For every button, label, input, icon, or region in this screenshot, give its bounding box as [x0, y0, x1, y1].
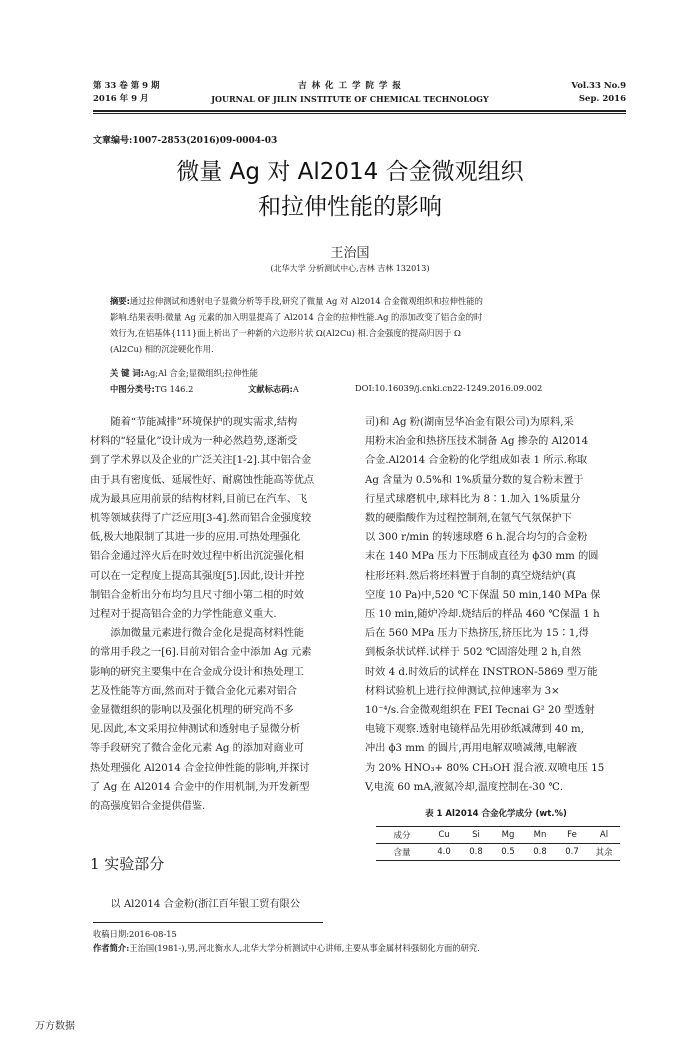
- author: 王治国: [330, 246, 370, 261]
- left-line: 了 Ag 在 Al2014 合金中的作用机制,为开发新型: [90, 781, 310, 793]
- left-line: 的高强度铝合金提供借鉴.: [90, 801, 206, 813]
- table-cell: 4.0: [428, 844, 460, 861]
- table-cell: 其余: [588, 844, 620, 861]
- table-header-cell: Cu: [428, 827, 460, 844]
- right-line: 10⁻⁴/s.合金微观组织在 FEI Tecnai G² 20 型透射: [365, 705, 595, 717]
- footnote-bio-label: 作者简介:: [93, 943, 130, 953]
- header-volume: 第 33 卷 第 9 期: [93, 81, 160, 91]
- left-line: 等手段研究了微合金化元素 Ag 的添加对商业可: [90, 743, 304, 755]
- article-number: 文章编号:1007-2853(2016)09-0004-03: [93, 136, 278, 146]
- footnote-received: 收稿日期:2016-08-15: [93, 929, 177, 939]
- right-line: Ag 含量为 0.5%和 1%质量分数的复合粉末置于: [365, 474, 584, 486]
- right-line: 到板条状试样.试样于 502 ℃固溶处理 2 h,自然: [365, 647, 582, 659]
- left-line: 材料的“轻量化”设计成为一种必然趋势,逐渐受: [90, 436, 298, 448]
- right-line: 空度 10 Pa)中,520 ℃下保温 50 min,140 MPa 保: [365, 589, 601, 601]
- keywords-text: Ag;Al 合金;显微组织;拉伸性能: [144, 368, 258, 378]
- header-rule-thin: [93, 113, 626, 114]
- affiliation: (北华大学 分析测试中心,吉林 吉林 132013): [270, 264, 430, 273]
- right-line: 柱形坯料.然后将坯料置于自制的真空烧结炉(真: [365, 570, 576, 582]
- header-vol-en: Vol.33 No.9: [571, 81, 626, 91]
- left-line: 制铝合金析出分布均匀且尺寸细小第二相的时效: [90, 589, 304, 601]
- footnote-bio-text: 王治国(1981-),男,河北衡水人,北华大学分析测试中心讲师,主要从事金属材料强韧化方面的研究.: [129, 943, 480, 953]
- abstract-line-4: (Al2Cu) 相的沉淀硬化作用.: [110, 344, 214, 354]
- header-journal-cn: 吉 林 化 工 学 院 学 报: [298, 81, 402, 91]
- table-cell: 0.8: [460, 844, 492, 861]
- right-line: 后在 560 MPa 压力下热挤压,挤压比为 15∶1,得: [365, 628, 589, 640]
- header-date: 2016 年 9 月: [93, 94, 149, 104]
- doi[interactable]: DOI:10.16039/j.cnki.cn22-1249.2016.09.002: [355, 383, 543, 393]
- left-line: 添加微量元素进行微合金化是提高材料性能: [110, 628, 304, 640]
- clc-label: 中图分类号:: [110, 384, 155, 394]
- left-line: 金显微组织的影响以及强化机理的研究尚不多: [90, 705, 294, 717]
- table-header-cell: Mg: [492, 827, 524, 844]
- right-line: 材料试验机上进行拉伸测试,拉伸速率为 3×: [365, 685, 560, 697]
- left-line: 随着“节能减排”环境保护的现实需求,结构: [110, 417, 298, 428]
- left-line: 热处理强化 Al2014 合金拉伸性能的影响,并探讨: [90, 762, 310, 774]
- right-line: 行星式球磨机中,球料比为 8∶1.加入 1%质量分: [365, 493, 581, 505]
- table-cell: 0.5: [492, 844, 524, 861]
- left-line: 铝合金通过淬火后在时效过程中析出沉淀强化相: [90, 551, 304, 563]
- left-line: 由于具有密度低、延展性好、耐腐蚀性能高等优点: [90, 474, 315, 486]
- header-journal-en: JOURNAL OF JILIN INSTITUTE OF CHEMICAL TECHNOLOGY: [211, 94, 489, 104]
- left-line: 的常用手段之一[6].目前对铝合金中添加 Ag 元素: [90, 647, 312, 659]
- left-line: 机等领域获得了广泛应用[3-4].然而铝合金强度较: [90, 513, 312, 525]
- right-line: 合金.Al2014 合金粉的化学组成如表 1 所示.称取: [365, 455, 588, 467]
- table-header-cell: Mn: [524, 827, 556, 844]
- doc-code-text: A: [292, 384, 299, 394]
- left-line: 到了学术界以及企业的广泛关注[1-2].其中铝合金: [90, 455, 312, 467]
- clc-text: TG 146.2: [154, 384, 194, 394]
- right-line: 末在 140 MPa 压力下压制成直径为 ϕ30 mm 的圆: [365, 551, 599, 563]
- right-line: 数的硬脂酸作为过程控制剂,在氩气气氛保护下: [365, 513, 572, 525]
- keywords-label: 关 键 词:: [110, 368, 144, 378]
- abstract-line-3: 效行为,在铝基体{111}面上析出了一种新的六边形片状 Ω(Al2Cu) 相.合金强度的提高归因于 Ω: [110, 328, 461, 338]
- table-caption: 表 1 Al2014 合金化学成分 (wt.%): [425, 809, 567, 819]
- right-line: V,电流 60 mA,液氮冷却,温度控制在-30 ℃.: [365, 781, 564, 793]
- table-header-cell: Fe: [556, 827, 588, 844]
- left-line: 影响的研究主要集中在合金成分设计和热处理工: [90, 666, 304, 678]
- header-date-en: Sep. 2016: [578, 94, 626, 104]
- doc-code-label: 文献标志码:: [248, 384, 293, 394]
- footnote-rule: [93, 922, 323, 923]
- right-line: 时效 4 d.时效后的试样在 INSTRON-5869 型万能: [365, 666, 598, 678]
- left-line: 见.因此,本文采用拉伸测试和透射电子显微分析: [90, 724, 301, 736]
- footnote-bio: [93, 941, 638, 955]
- right-line: 以 300 r/min 的转速球磨 6 h.混合均匀的合金粉: [365, 532, 588, 544]
- left-column-continued: [90, 895, 342, 914]
- right-line: 冲出 ϕ3 mm 的圆片,再用电解双喷减薄,电解液: [365, 743, 577, 755]
- left-line: 成为最具应用前景的结构材料,目前已在汽车、飞: [90, 493, 308, 505]
- right-line: 司)和 Ag 粉(湖南昱华冶金有限公司)为原料,采: [365, 417, 574, 428]
- header-rule: [93, 110, 626, 112]
- right-column: [365, 413, 627, 797]
- section-heading: 1 实验部分: [90, 855, 165, 873]
- watermark: 万方数据: [35, 1021, 75, 1032]
- document-code: [248, 383, 299, 395]
- abstract-label: 摘要:: [110, 296, 130, 306]
- table-row: [376, 844, 620, 861]
- right-line: 压 10 min,随炉冷却.烧结后的样品 460 ℃保温 1 h: [365, 609, 600, 621]
- clc-number: [110, 383, 193, 395]
- table-header-cell: 成分: [376, 827, 428, 844]
- composition-table: [376, 826, 620, 861]
- right-line: 为 20% HNO₃+ 80% CH₃OH 混合液.双喷电压 15: [365, 762, 605, 774]
- table-header-cell: Si: [460, 827, 492, 844]
- table-header-cell: Al: [588, 827, 620, 844]
- left-column: [90, 413, 342, 816]
- right-line: 电镜下观察.透射电镜样品先用砂纸减薄到 40 m,: [365, 724, 584, 736]
- table-header-row: [376, 827, 620, 844]
- left-line: 过程对于提高铝合金的力学性能意义重大.: [90, 609, 277, 621]
- left-line: 可以在一定程度上提高其强度[5].因此,设计并控: [90, 570, 305, 582]
- left-line: 艺及性能等方面,然而对于微合金化元素对铝合: [90, 685, 297, 697]
- title-line-1: 微量 Ag 对 Al2014 合金微观组织: [176, 159, 524, 185]
- left-line: 低,极大地限制了其进一步的应用.可热处理强化: [90, 532, 301, 544]
- abstract: [110, 293, 595, 357]
- abstract-line-1: 摘要:通过拉伸测试和透射电子显微分析等手段,研究了微量 Ag 对 Al2014 合金微观组织和拉伸性能的: [110, 296, 483, 306]
- abstract-line-2: 影响.结果表明:微量 Ag 元素的加入明显提高了 Al2014 合金的拉伸性能.Ag 的添加改变了铝合金的时: [110, 312, 483, 322]
- keywords: [110, 367, 258, 379]
- title-line-2: 和拉伸性能的影响: [258, 194, 442, 220]
- table-cell: 0.7: [556, 844, 588, 861]
- table-cell: 0.8: [524, 844, 556, 861]
- table-cell: 含量: [376, 844, 428, 861]
- left-line: 以 Al2014 合金粉(浙江百年银工贸有限公: [110, 899, 301, 910]
- right-line: 用粉末冶金和热挤压技术制备 Ag 掺杂的 Al2014: [365, 436, 589, 448]
